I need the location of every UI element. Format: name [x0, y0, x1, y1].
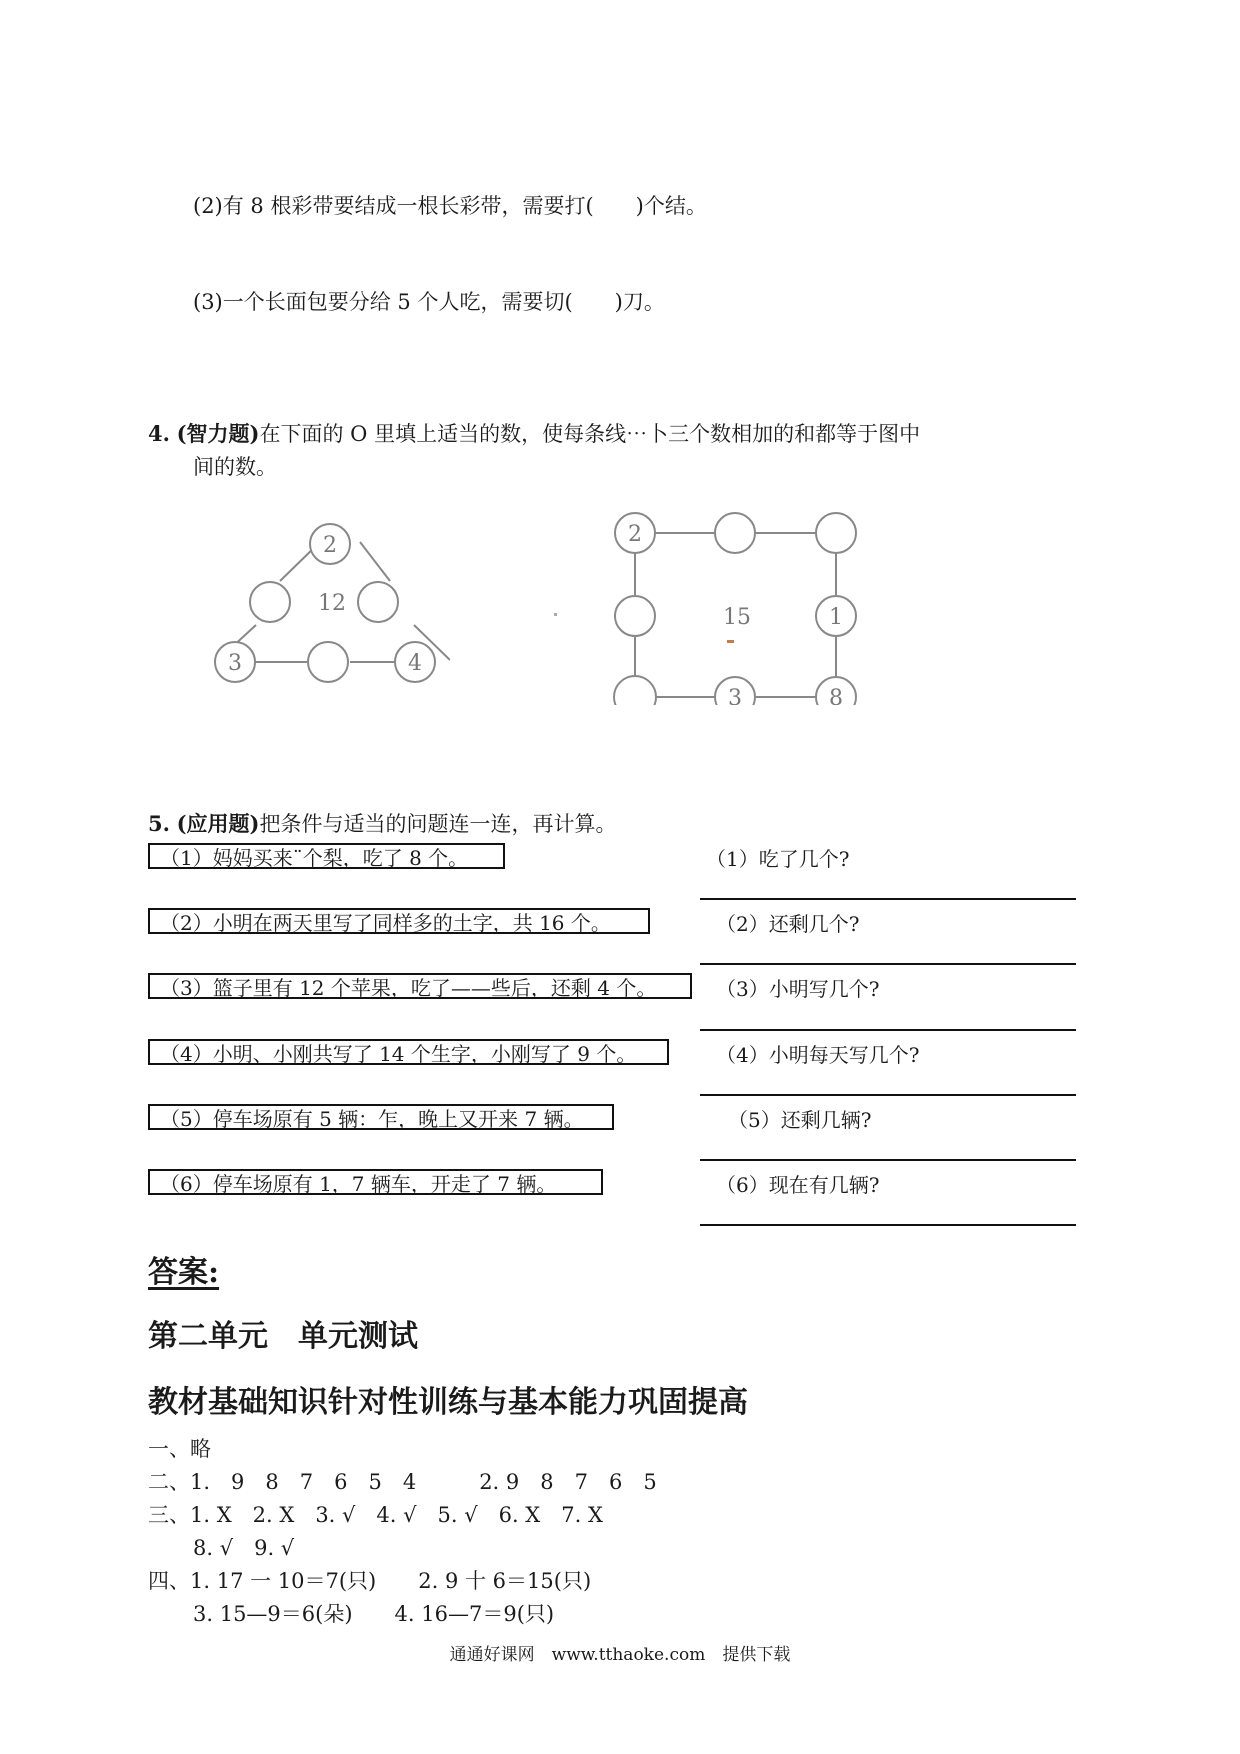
question-6[interactable]: （6）现在有几辆?	[716, 1173, 880, 1197]
answer-line-part-4: 四、1. 17 一 10＝7(只) 2. 9 十 6＝15(只)	[148, 1569, 592, 1593]
square-center-value: 15	[723, 605, 751, 630]
answer-line-5[interactable]	[700, 1159, 1076, 1161]
square-circle-top-right[interactable]	[816, 513, 856, 553]
q4-text: 在下面的 O 里填上适当的数，使每条线⋯卜三个数相加的和都等于图中	[259, 422, 921, 446]
answer-line-4[interactable]	[700, 1094, 1076, 1096]
triangle-circle-right[interactable]	[358, 582, 398, 622]
q5-header	[148, 808, 617, 838]
q4-line2: 间的数。	[193, 455, 277, 479]
q4-line1	[148, 418, 920, 448]
q5-number: 5.	[148, 811, 170, 836]
answer-line-2[interactable]	[700, 963, 1076, 965]
square-top-left-value: 2	[628, 522, 642, 547]
square-circle-bottom-left[interactable]	[614, 676, 656, 705]
condition-5[interactable]: （5）停车场原有 5 辆：乍，晚上又开来 7 辆。	[148, 1104, 614, 1130]
condition-1[interactable]: （1）妈妈买来¨个梨，吃了 8 个。	[148, 843, 505, 869]
square-bottom-mid-value: 3	[728, 686, 742, 705]
answer-line-part-3: 三、1. X 2. X 3. √ 4. √ 5. √ 6. X 7. X	[148, 1503, 603, 1527]
q4-tag: (智力题)	[176, 421, 260, 446]
q5-text: 把条件与适当的问题连一连，再计算。	[259, 812, 617, 836]
answer-line-part-1: 一、略	[148, 1437, 211, 1461]
square-diagram	[600, 505, 870, 705]
condition-6[interactable]: （6）停车场原有 1，7 辆车，开走了 7 辆。	[148, 1169, 603, 1195]
square-right-mid-value: 1	[829, 605, 843, 630]
answer-line-part-2: 二、1. 9 8 7 6 5 4 2. 9 8 7 6 5	[148, 1470, 657, 1494]
condition-2[interactable]: （2）小明在两天里写了同样多的土字，共 16 个。	[148, 908, 650, 934]
triangle-bottom-right-value: 4	[408, 651, 422, 676]
question-4[interactable]: （4）小明每天写几个?	[716, 1043, 920, 1067]
condition-3[interactable]: （3）篮子里有 12 个苹果，吃了——些后，还剩 4 个。	[148, 973, 692, 999]
question-5[interactable]: （5）还剩几辆?	[728, 1108, 872, 1132]
triangle-diagram	[200, 510, 450, 690]
question-1[interactable]: （1）吃了几个?	[706, 847, 850, 871]
triangle-bottom-left-value: 3	[228, 651, 242, 676]
triangle-top-value: 2	[323, 533, 337, 558]
answer-line-6[interactable]	[700, 1224, 1076, 1226]
question-2[interactable]: （2）还剩几个?	[716, 912, 860, 936]
q5-tag: (应用题)	[176, 811, 260, 836]
footer-text: 通通好课网 www.tthaoke.com 提供下载	[449, 1645, 791, 1665]
triangle-circle-bottom-mid[interactable]	[308, 642, 348, 682]
section-title: 教材基础知识针对性训练与基本能力巩固提高	[148, 1385, 748, 1420]
triangle-center-value: 12	[318, 591, 346, 616]
condition-4[interactable]: （4）小明、小刚共写了 14 个生字，小刚写了 9 个。	[148, 1039, 669, 1065]
answers-heading: 答案:	[148, 1255, 220, 1290]
q3-item-2: (2)有 8 根彩带要结成一根长彩带，需要打( )个结。	[193, 194, 707, 218]
unit-title: 第二单元 单元测试	[148, 1319, 418, 1354]
triangle-circle-left[interactable]	[250, 582, 290, 622]
stray-dot	[554, 613, 557, 616]
stray-mark	[727, 640, 734, 643]
q3-item-3: (3)一个长面包要分给 5 个人吃，需要切( )刀。	[193, 290, 665, 314]
answer-line-3[interactable]	[700, 1029, 1076, 1031]
answer-line-part-4-cont: 3. 15—9＝6(朵) 4. 16—7＝9(只)	[193, 1602, 555, 1626]
q4-number: 4.	[148, 421, 170, 446]
answer-line-1[interactable]	[700, 898, 1076, 900]
square-circle-left-mid[interactable]	[615, 596, 655, 636]
answer-line-part-3-cont: 8. √ 9. √	[193, 1536, 295, 1560]
square-bottom-right-value: 8	[829, 686, 843, 705]
question-3[interactable]: （3）小明写几个?	[716, 977, 880, 1001]
square-circle-top-mid[interactable]	[715, 513, 755, 553]
